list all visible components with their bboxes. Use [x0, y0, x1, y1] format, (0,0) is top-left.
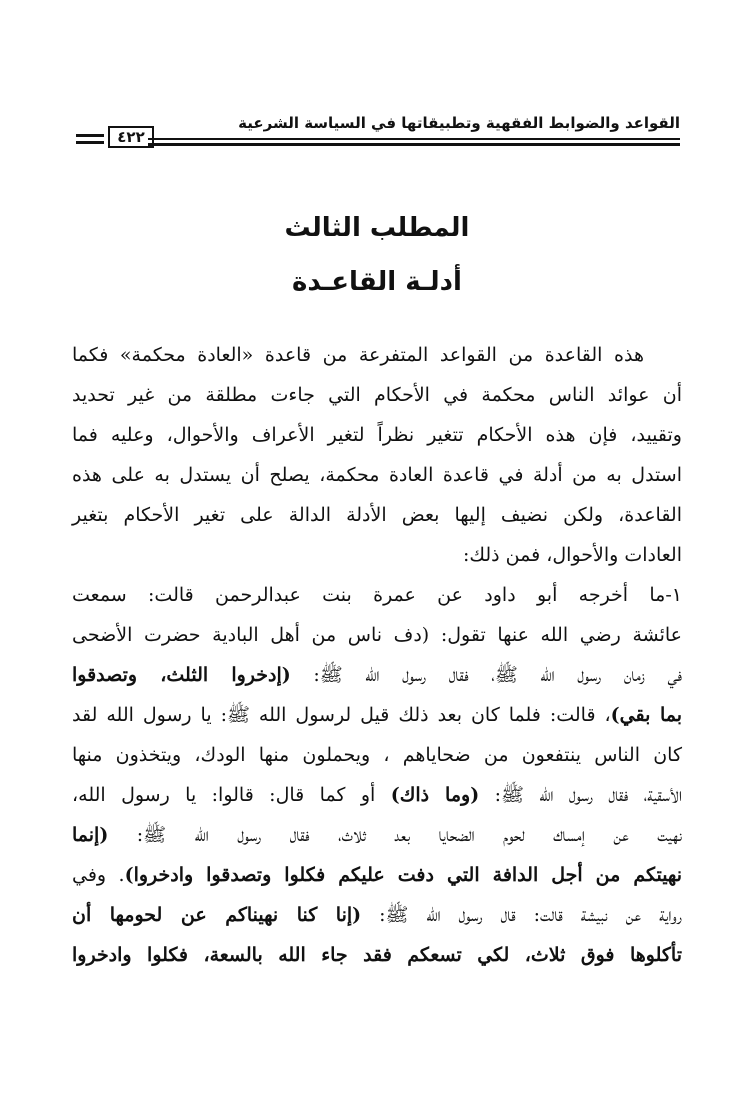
body-line: أن عوائد الناس محكمة في الأحكام التي جاءت مطلقة من غير تحديد: [72, 384, 682, 406]
hadith-quote: (إنما: [72, 824, 109, 846]
body-line: رواية عن نبيشة قالت: قال رسول الله ﷺ: (إنا كنا نهيناكم عن لحومها أن: [72, 904, 682, 926]
body-line: [72, 935, 682, 975]
body-line: وتقييد، فإن هذه الأحكام تتغير نظراً لتغير الأعراف والأحوال، وعليه فما: [72, 424, 682, 446]
section-subtitle: أدلـة القاعـدة: [292, 267, 462, 297]
running-title: القواعد والضوابط الفقهية وتطبيقاتها في السياسة الشرعية: [238, 114, 680, 132]
body-line: نهيت عن إمساك لحوم الضحايا بعد ثلاث، فقال رسول الله ﷺ: (إنما: [72, 824, 682, 846]
body-line: استدل به من أدلة في قاعدة العادة محكمة، يصلح أن يستدل به على هذه: [72, 464, 682, 486]
body-line: الأسقية، فقال رسول الله ﷺ: (وما ذاك) أو كما قال: قالوا: يا رسول الله،: [72, 784, 682, 806]
header-dash-bottom: [76, 141, 104, 144]
hadith-quote: (إدخروا الثلث، وتصدقوا: [72, 664, 291, 686]
page-number: ٤٢٢: [108, 126, 154, 148]
body-line: ١-ما أخرجه أبو داود عن عمرة بنت عبدالرحمن قالت: سمعت: [72, 584, 682, 606]
hadith-quote: تأكلوها فوق ثلاث، لكي تسعكم فقد جاء الله بالسعة، فكلوا وادخروا: [72, 944, 682, 966]
header-rule-thick: [148, 143, 680, 146]
body-line: في زمان رسول الله ﷺ، فقال رسول الله ﷺ: (إدخروا الثلث، وتصدقوا: [72, 664, 682, 686]
section-title: المطلب الثالث: [284, 213, 470, 243]
body-line: العادات والأحوال، فمن ذلك:: [462, 544, 682, 566]
body-line: هذه القاعدة من القواعد المتفرعة من قاعدة «العادة محكمة» فكما: [72, 344, 644, 366]
body-line: بما بقي)، قالت: فلما كان بعد ذلك قيل لرسول الله ﷺ: يا رسول الله لقد: [72, 704, 683, 726]
hadith-quote: بما بقي): [610, 704, 683, 726]
hadith-quote: (وما ذاك): [390, 784, 480, 806]
header-rule-thin: [148, 138, 680, 140]
body-line: نهيتكم من أجل الدافة التي دفت عليكم فكلوا وتصدقوا وادخروا). وفي: [72, 864, 682, 886]
body-line: كان الناس ينتفعون من ضحاياهم ، ويحملون منها الودك، ويتخذون منها: [72, 744, 682, 766]
hadith-quote: (إنا كنا نهيناكم عن لحومها أن: [72, 904, 362, 926]
body-line: عائشة رضي الله عنها تقول: (دف ناس من أهل البادية حضرت الأضحى: [72, 624, 682, 646]
body-text: [72, 335, 682, 975]
header-dash-top: [76, 134, 104, 137]
hadith-quote: نهيتكم من أجل الدافة التي دفت عليكم فكلوا وتصدقوا وادخروا): [124, 864, 682, 886]
body-line: القاعدة، ولكن نضيف إليها بعض الأدلة الدالة على تغير الأحكام بتغير: [72, 504, 682, 526]
page-header: [76, 112, 680, 152]
